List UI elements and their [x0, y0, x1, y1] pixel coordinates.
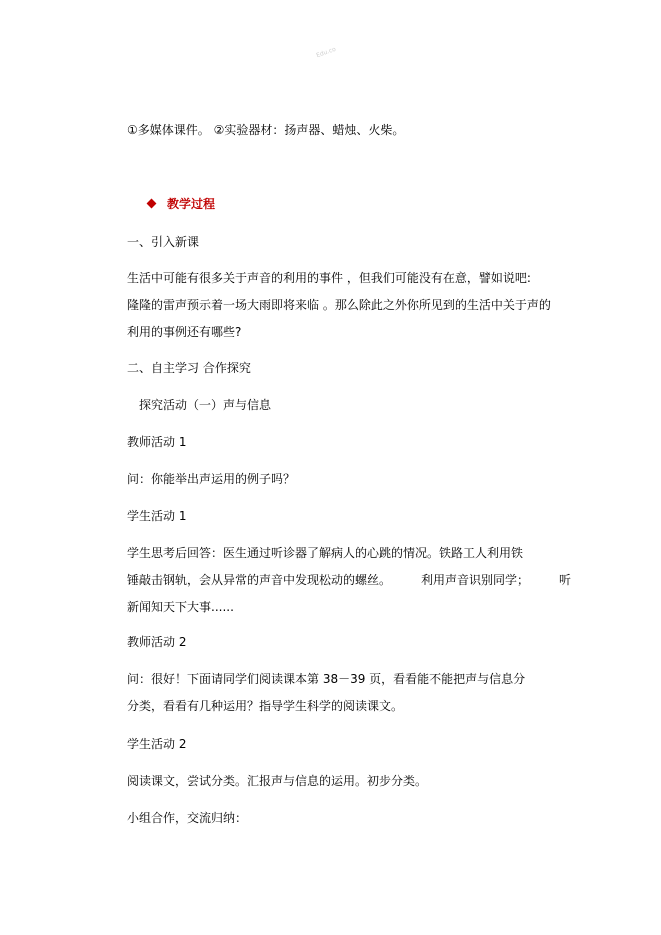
student-activity-1: 学生活动 1 [127, 509, 187, 523]
student-reading: 阅读课文，尝试分类。汇报声与信息的运用。初步分类。 [127, 774, 428, 788]
student-answer-line-1: 学生思考后回答：医生通过听诊器了解病人的心跳的情况。铁路工人利用铁 [127, 546, 524, 560]
student-answer-line-2a: 锤敲击钢轨，会从异常的声音中发现松动的螺丝。 [127, 573, 392, 587]
intro-paragraph-line-2: 隆隆的雷声预示着一场大雨即将来临 。那么除此之外你所见到的生活中关于声的 [127, 298, 551, 312]
student-answer-line-2 [127, 572, 571, 588]
activity-title: 探究活动（一）声与信息 [139, 398, 272, 412]
student-answer-line-2b: 利用声音识别同学； [421, 573, 530, 587]
diamond-icon [147, 199, 157, 209]
teacher-activity-2: 教师活动 2 [127, 635, 187, 649]
question-1: 问：你能举出声运用的例子吗？ [127, 472, 296, 486]
section-heading [148, 196, 215, 212]
part2-title: 二、自主学习 合作探究 [127, 361, 251, 375]
student-activity-2: 学生活动 2 [127, 737, 187, 751]
group-work: 小组合作，交流归纳： [127, 811, 248, 825]
question-2-line-1: 问：很好！下面请同学们阅读课本第 38－39 页，看看能不能把声与信息分 [127, 672, 526, 686]
materials-line: ①多媒体课件。 ②实验器材：扬声器、蜡烛、火柴。 [127, 123, 405, 137]
section-title: 教学过程 [167, 197, 216, 211]
question-2-line-2: 分类，看看有几种运用？指导学生科学的阅读课文。 [127, 699, 404, 713]
watermark: Edu.co [315, 45, 337, 60]
intro-paragraph-line-1: 生活中可能有很多关于声音的利用的事件 ，但我们可能没有在意，譬如说吧: [127, 271, 531, 285]
intro-paragraph-line-3: 利用的事例还有哪些? [127, 325, 242, 339]
student-answer-line-2c: 听 [559, 573, 572, 587]
student-answer-line-3: 新闻知天下大事...... [127, 600, 234, 614]
teacher-activity-1: 教师活动 1 [127, 435, 187, 449]
part1-title: 一、引入新课 [127, 235, 200, 249]
